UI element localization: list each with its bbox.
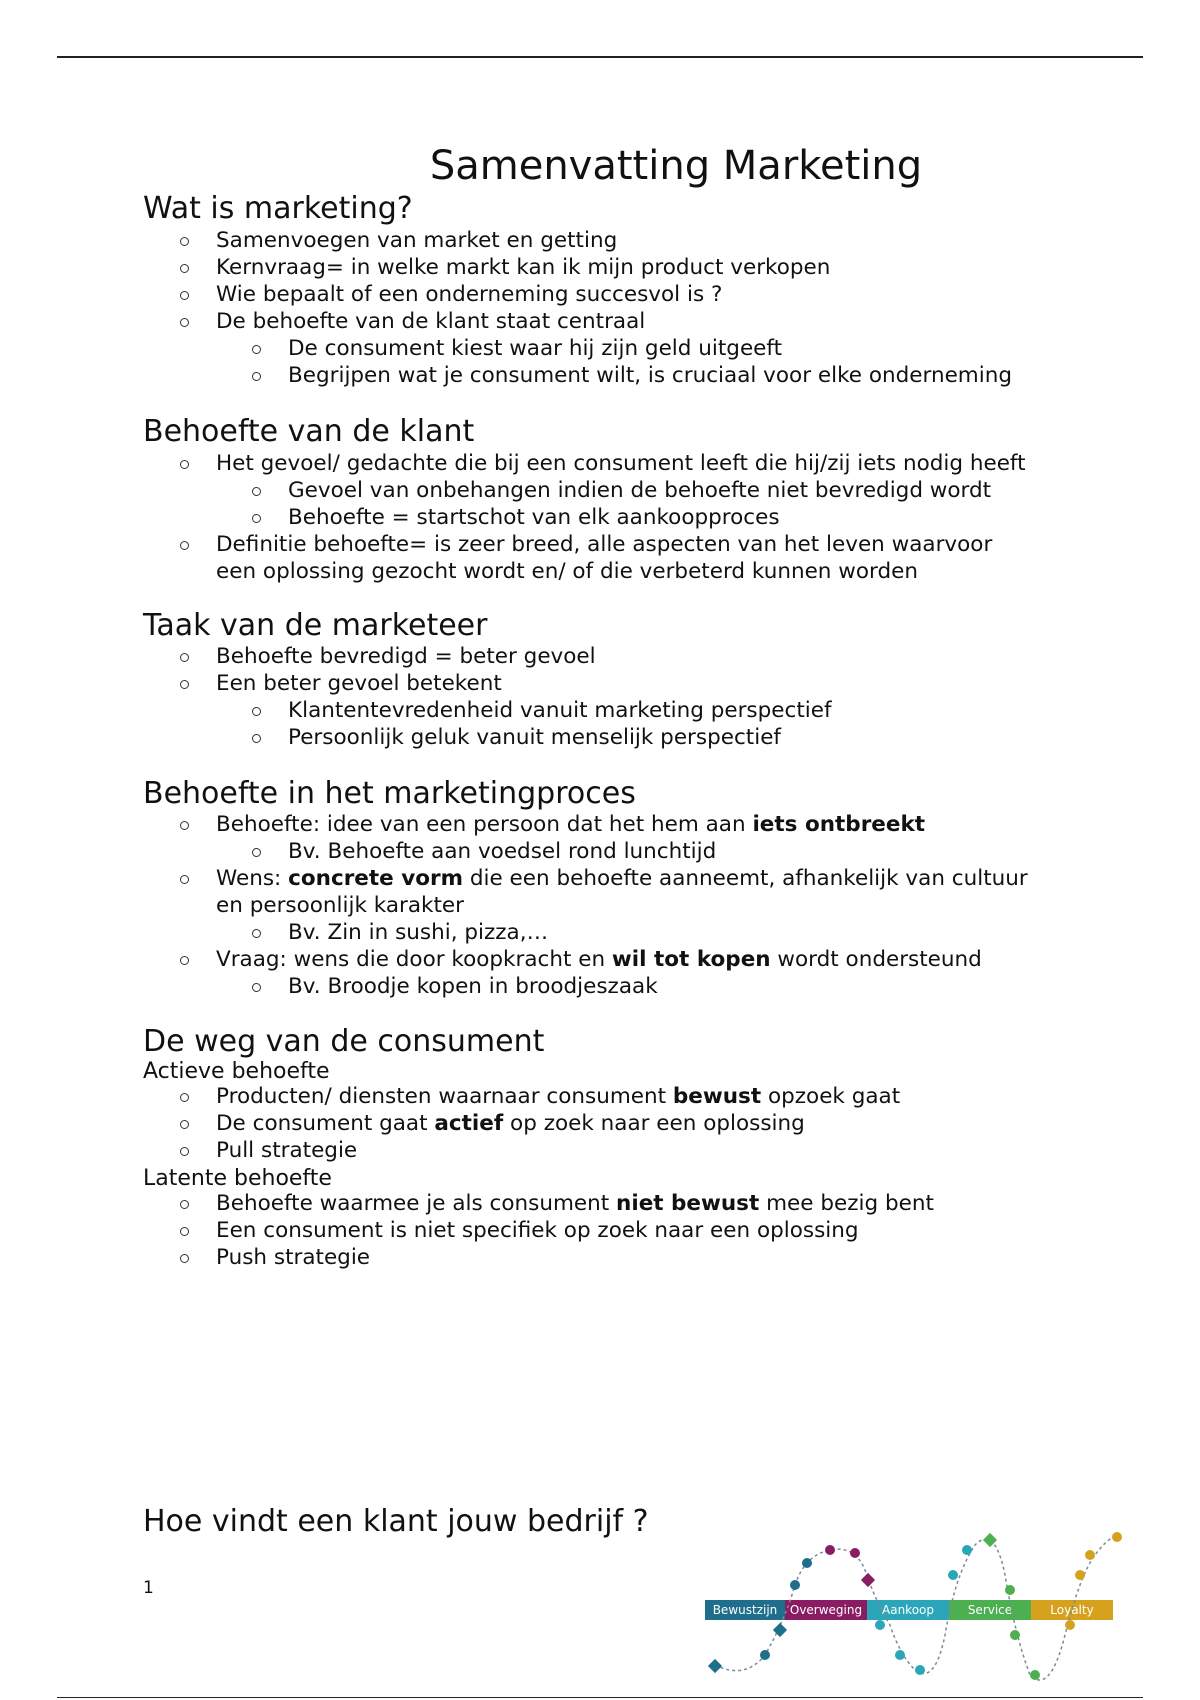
touchpoint-dot	[895, 1650, 905, 1660]
touchpoint-dot	[1005, 1585, 1015, 1595]
customer-journey-diagram	[705, 1515, 1125, 1695]
list-item: Wie bepaalt of een onderneming succesvol is ?	[143, 281, 1012, 308]
circle-bullet-icon	[180, 875, 189, 884]
circle-bullet-icon	[252, 707, 261, 716]
circle-bullet-icon	[180, 1200, 189, 1209]
touchpoint-dot	[948, 1570, 958, 1580]
list-item: Bv. Broodje kopen in broodjeszaak	[143, 973, 1028, 1000]
list-item: Een beter gevoel betekent	[143, 670, 832, 697]
list-item: Begrijpen wat je consument wilt, is cruciaal voor elke onderneming	[143, 362, 1012, 389]
circle-bullet-icon	[180, 680, 189, 689]
touchpoint-dot	[962, 1545, 972, 1555]
circle-bullet-icon	[252, 734, 261, 743]
section-heading-behoefte-van-de-klant: Behoefte van de klant	[143, 414, 475, 449]
touchpoint-dot	[1112, 1532, 1122, 1542]
section-heading-de-weg-van-de-consument: De weg van de consument	[143, 1024, 545, 1059]
circle-bullet-icon	[180, 541, 189, 550]
touchpoint-dot	[1075, 1570, 1085, 1580]
circle-bullet-icon	[180, 291, 189, 300]
circle-bullet-icon	[180, 318, 189, 327]
circle-bullet-icon	[180, 1254, 189, 1263]
stage-label-loyalty: Loyalty	[1050, 1603, 1094, 1617]
list-item: Bv. Zin in sushi, pizza,…	[143, 919, 1028, 946]
touchpoint-dot	[1010, 1630, 1020, 1640]
touchpoint-dot	[1085, 1550, 1095, 1560]
list-item: Het gevoel/ gedachte die bij een consument leeft die hij/zij iets nodig heeft	[143, 450, 1026, 477]
section-heading-behoefte-in-het-marketingproces: Behoefte in het marketingproces	[143, 776, 636, 811]
list-item: Behoefte waarmee je als consument niet bewust mee bezig bent	[143, 1190, 934, 1217]
touchpoint-dot	[915, 1665, 925, 1675]
circle-bullet-icon	[180, 1147, 189, 1156]
list-behoefte-in-het-marketingproces	[143, 811, 1028, 1000]
circle-bullet-icon	[180, 264, 189, 273]
list-taak-van-de-marketeer	[143, 643, 832, 751]
touchpoint-dot	[802, 1558, 812, 1568]
list-item: Gevoel van onbehangen indien de behoefte niet bevredigd wordt	[143, 477, 1026, 504]
touchpoint-dot	[790, 1580, 800, 1590]
circle-bullet-icon	[180, 460, 189, 469]
touchpoint-dot	[850, 1548, 860, 1558]
touchpoint-diamond	[708, 1659, 722, 1673]
list-item: Kernvraag= in welke markt kan ik mijn product verkopen	[143, 254, 1012, 281]
bottom-rule	[57, 1697, 1143, 1698]
touchpoint-dot	[1030, 1670, 1040, 1680]
top-rule	[57, 56, 1143, 58]
list-item: Klantentevredenheid vanuit marketing perspectief	[143, 697, 832, 724]
stage-label-overweging: Overweging	[789, 1603, 863, 1617]
list-item: Wens: concrete vorm die een behoefte aanneemt, afhankelijk van cultuur	[143, 865, 1028, 892]
circle-bullet-icon	[252, 345, 261, 354]
touchpoint-diamond	[861, 1573, 875, 1587]
circle-bullet-icon	[252, 929, 261, 938]
touchpoint-dot	[875, 1620, 885, 1630]
circle-bullet-icon	[180, 237, 189, 246]
list-item: Behoefte = startschot van elk aankoopproces	[143, 504, 1026, 531]
list-item: De consument gaat actief op zoek naar een oplossing	[143, 1110, 900, 1137]
list-item: Een consument is niet specifiek op zoek naar een oplossing	[143, 1217, 934, 1244]
list-actieve-behoefte	[143, 1083, 900, 1164]
circle-bullet-icon	[252, 514, 261, 523]
circle-bullet-icon	[180, 1093, 189, 1102]
list-item: Persoonlijk geluk vanuit menselijk perspectief	[143, 724, 832, 751]
list-item: Push strategie	[143, 1244, 934, 1271]
list-item: Samenvoegen van market en getting	[143, 227, 1012, 254]
touchpoint-dot	[825, 1545, 835, 1555]
list-behoefte-van-de-klant	[143, 450, 1026, 585]
section-heading-wat-is-marketing: Wat is marketing?	[143, 191, 413, 226]
circle-bullet-icon	[252, 848, 261, 857]
circle-bullet-icon	[180, 653, 189, 662]
subheading-latente-behoefte: Latente behoefte	[143, 1166, 332, 1191]
list-item-continuation: en persoonlijk karakter	[216, 893, 464, 918]
list-item: De behoefte van de klant staat centraal	[143, 308, 1012, 335]
circle-bullet-icon	[180, 956, 189, 965]
list-item: Behoefte: idee van een persoon dat het hem aan iets ontbreekt	[143, 811, 1028, 838]
touchpoint-dot	[1065, 1620, 1075, 1630]
stage-label-service: Service	[967, 1603, 1013, 1617]
circle-bullet-icon	[252, 487, 261, 496]
circle-bullet-icon	[252, 983, 261, 992]
list-latente-behoefte	[143, 1190, 934, 1271]
list-item: Pull strategie	[143, 1137, 900, 1164]
list-item: Producten/ diensten waarnaar consument bewust opzoek gaat	[143, 1083, 900, 1110]
list-wat-is-marketing	[143, 227, 1012, 389]
circle-bullet-icon	[252, 372, 261, 381]
stage-label-aankoop: Aankoop	[882, 1603, 934, 1617]
circle-bullet-icon	[180, 1120, 189, 1129]
list-item: Behoefte bevredigd = beter gevoel	[143, 643, 832, 670]
document-title: Samenvatting Marketing	[429, 143, 923, 189]
list-item: Definitie behoefte= is zeer breed, alle aspecten van het leven waarvoor	[143, 531, 1026, 558]
list-item: Vraag: wens die door koopkracht en wil tot kopen wordt ondersteund	[143, 946, 1028, 973]
list-item: Bv. Behoefte aan voedsel rond lunchtijd	[143, 838, 1028, 865]
section-heading-hoe-vindt-een-klant: Hoe vindt een klant jouw bedrijf ?	[143, 1504, 649, 1539]
list-item: De consument kiest waar hij zijn geld uitgeeft	[143, 335, 1012, 362]
subheading-actieve-behoefte: Actieve behoefte	[143, 1059, 330, 1084]
circle-bullet-icon	[180, 1227, 189, 1236]
page-number: 1	[143, 1578, 154, 1598]
circle-bullet-icon	[180, 821, 189, 830]
section-heading-taak-van-de-marketeer: Taak van de marketeer	[143, 608, 488, 643]
touchpoint-dot	[760, 1650, 770, 1660]
stage-label-bewustzijn: Bewustzijn	[712, 1603, 778, 1617]
list-item-continuation: een oplossing gezocht wordt en/ of die verbeterd kunnen worden	[216, 559, 918, 584]
